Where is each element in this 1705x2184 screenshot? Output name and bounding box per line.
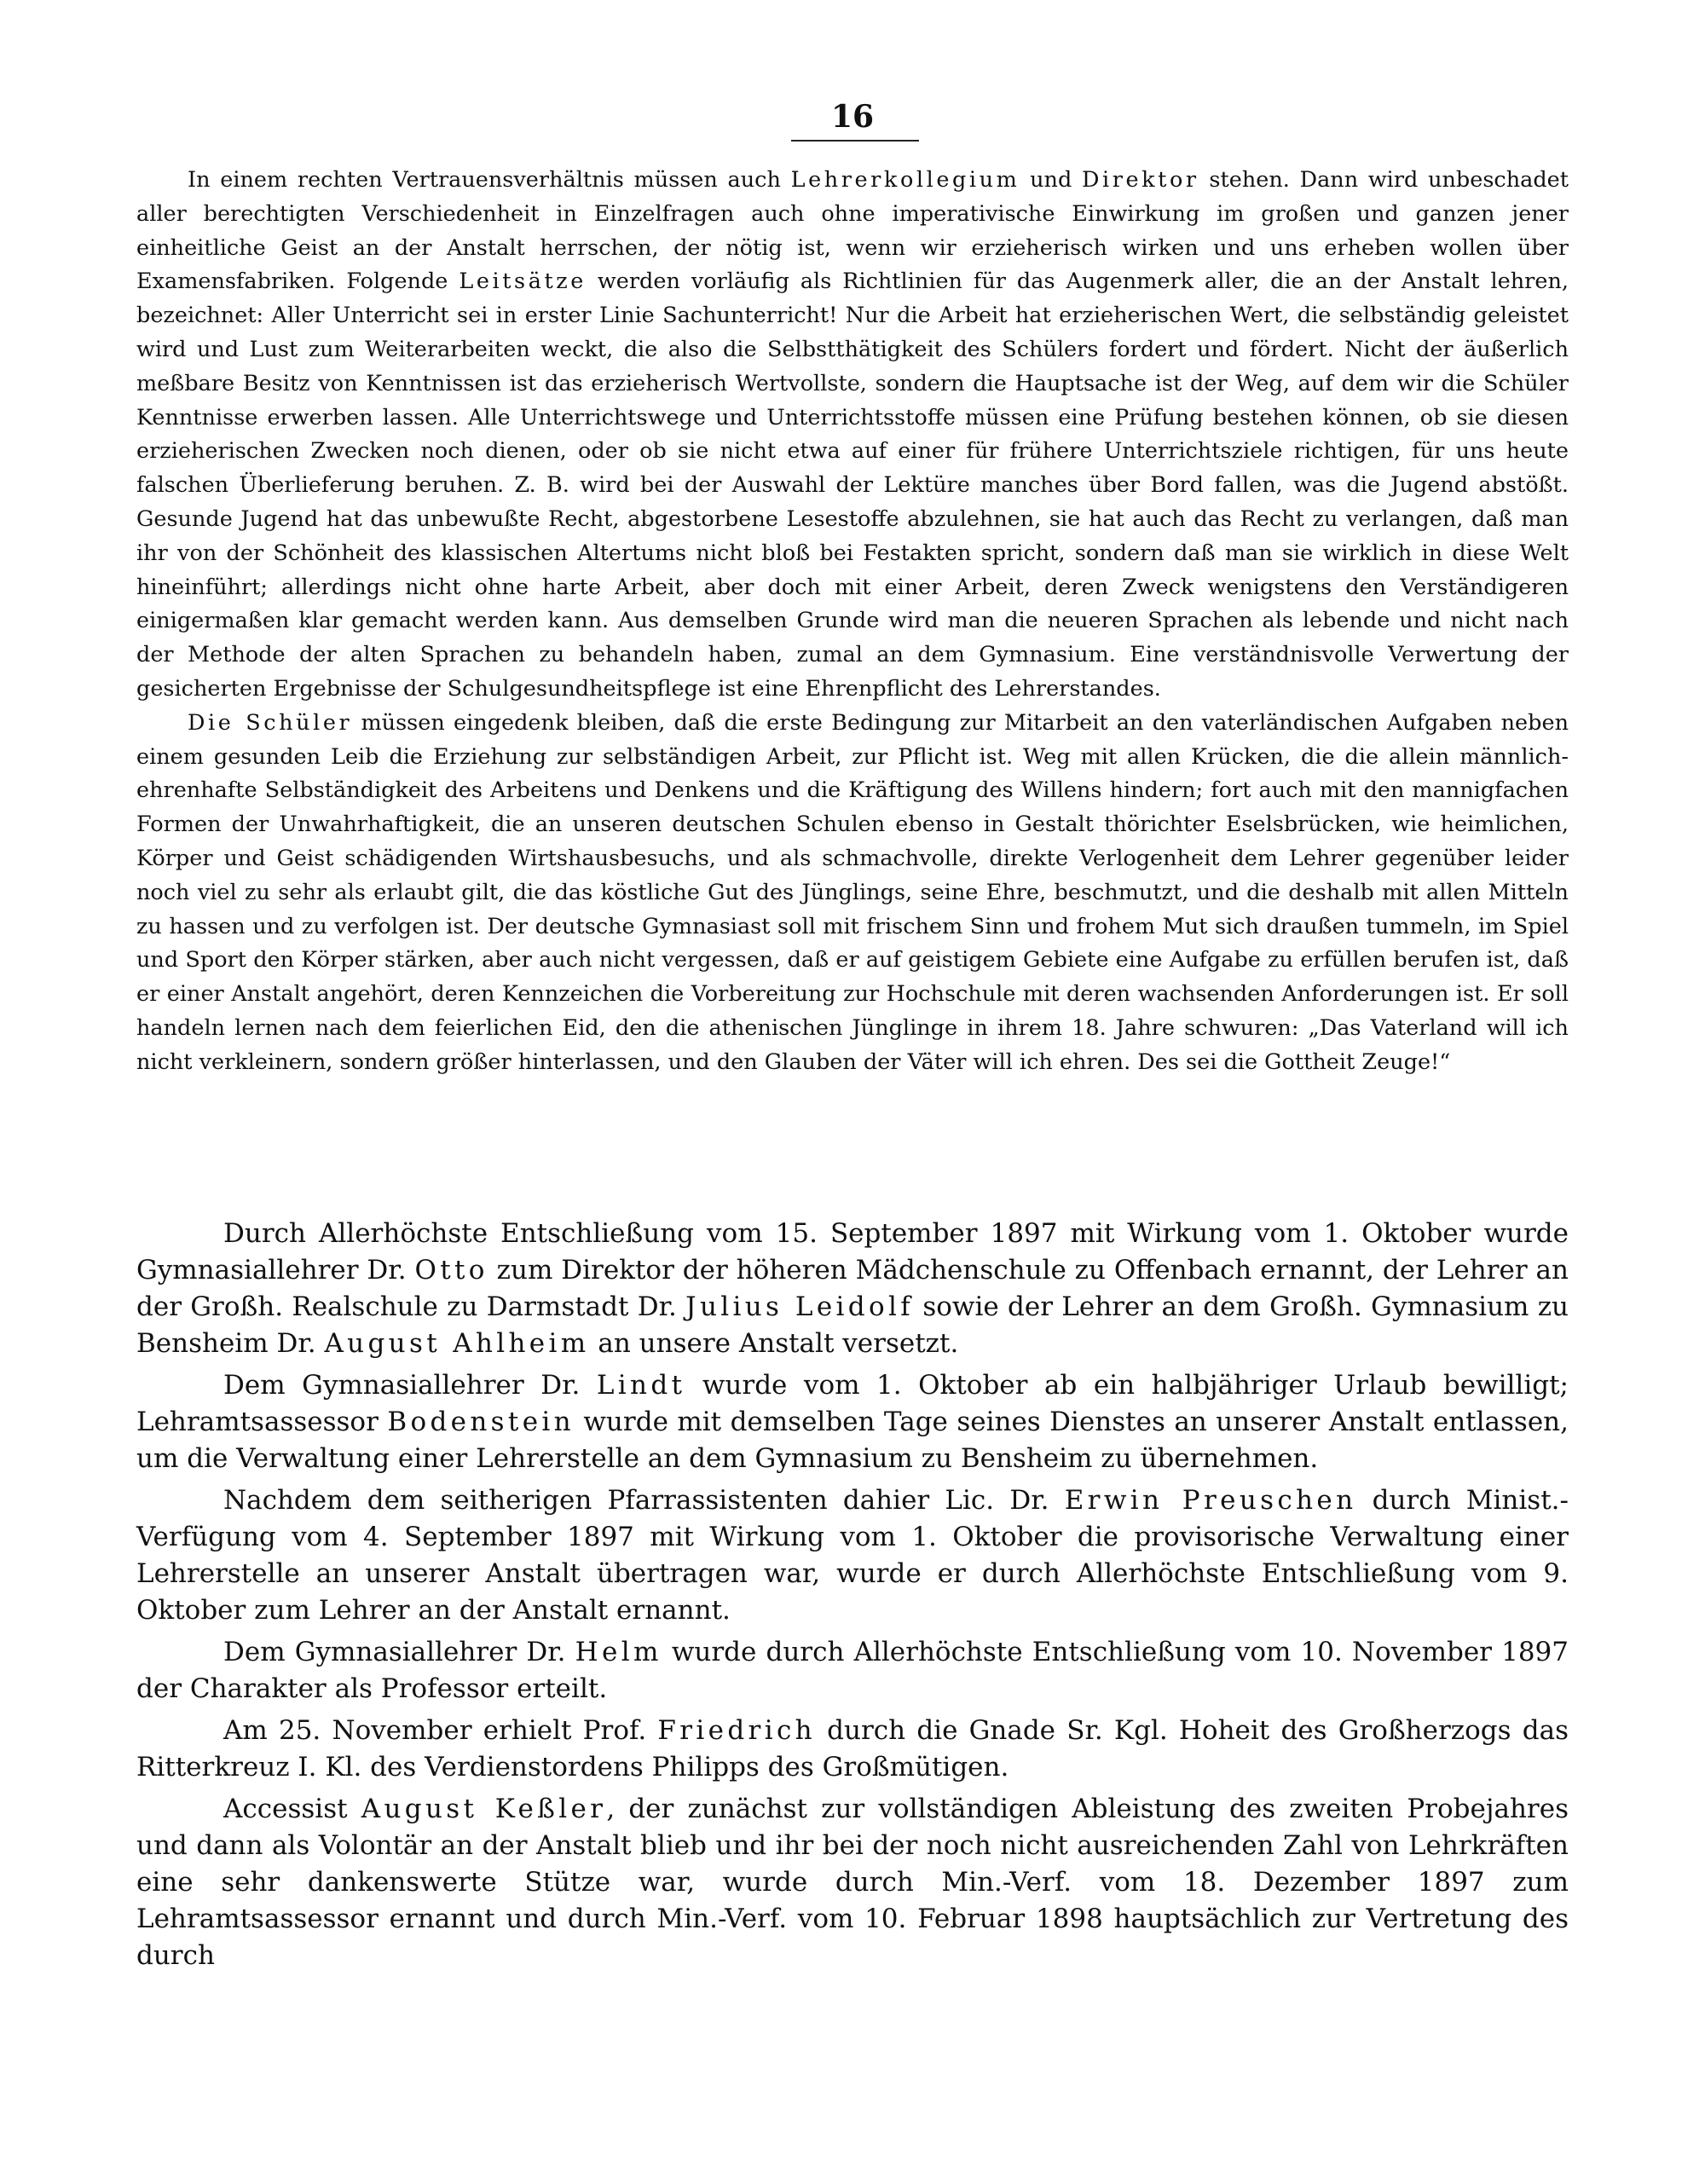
person-name: Otto	[414, 1255, 488, 1286]
emphasis-die-schueler: Die Schüler	[188, 709, 353, 736]
paragraph-helm: Dem Gymnasiallehrer Dr. Helm wurde durch Allerhöchste Entschließung vom 10. November 1897 der Charakter als Professor erteilt.	[136, 1637, 1569, 1704]
paragraph-teachers-director: In einem rechten Vertrauensverhältnis müssen auch Lehrerkollegium und Direktor stehen. Dann wird unbeschadet aller berechtigten Verschiedenheit in Einzelfragen auch ohne imperativische Einwirkung im großen und ganzen jener einheitliche Geist an der Anstalt herrschen, der nötig ist, wenn wir erzieherisch wirken und uns erheben wollen über Examensfabriken. Folgende Leitsätze werden vorläufig als Richtlinien für das Augenmerk aller, die an der Anstalt lehren, bezeichnet: Aller Unterricht sei in erster Linie Sachunterricht! Nur die Arbeit hat erzieherischen Wert, die selbständig geleistet wird und Lust zum Weiterarbeiten weckt, die also die Selbstthätigkeit des Schülers fordert und fördert. Nicht der äußerlich meßbare Besitz von Kenntnissen ist das erzieherisch Wertvollste, sondern die Hauptsache ist der Weg, auf dem wir die Schüler Kenntnisse erwerben lassen. Alle Unterrichtswege und Unterrichtsstoffe müssen eine Prüfung bestehen können, ob sie diesen erzieherischen Zwecken noch dienen, oder ob sie nicht etwa auf einer für frühere Unterrichtsziele richtigen, für uns heute falschen Überlieferung beruhen. Z. B. wird bei der Auswahl der Lektüre manches über Bord fallen, was die Jugend abstößt. Gesunde Jugend hat das unbewußte Recht, abgestorbene Lesestoffe abzulehnen, sie hat auch das Recht zu verlangen, daß man ihr von der Schönheit des klassischen Altertums nicht bloß bei Festakten spricht, sondern daß man sie wirklich in diese Welt hineinführt; allerdings nicht ohne harte Arbeit, aber doch mit einer Arbeit, deren Zweck wenigstens den Verständigeren einigermaßen klar gemacht werden kann. Aus demselben Grunde wird man die neueren Sprachen als lebende und nicht nach der Methode der alten Sprachen zu behandeln haben, zumal an dem Gymnasium. Eine verständnisvolle Verwertung der gesicherten Ergebnisse der Schulgesundheitspflege ist eine Ehrenpflicht des Lehrerstandes.	[136, 167, 1569, 702]
page-number-rule	[791, 140, 919, 142]
person-name: August Ahlheim	[324, 1328, 590, 1359]
person-name: August Keßler	[361, 1794, 607, 1824]
emphasis-leitsaetze: Leitsätze	[459, 269, 587, 295]
person-name: Bodenstein	[387, 1407, 575, 1437]
paragraph-kessler: Accessist August Keßler, der zunächst zur vollständigen Ableistung des zweiten Probejahres und dann als Volontär an der Anstalt blieb und ihr bei der noch nicht ausreichenden Zahl von Lehrkräften eine sehr dankenswerte Stütze war, wurde durch Min.-Verf. vom 18. Dezember 1897 zum Lehramtsassessor ernannt und durch Min.-Verf. vom 10. Februar 1898 hauptsächlich zur Vertretung des durch	[136, 1794, 1569, 1971]
paragraph-students: Die Schüler müssen eingedenk bleiben, daß die erste Bedingung zur Mitarbeit an den vaterländischen Aufgaben neben einem gesunden Leib die Erziehung zur selbständigen Arbeit, zur Pflicht ist. Weg mit allen Krücken, die die allein männlich-ehrenhafte Selbständigkeit des Arbeitens und Denkens und die Kräftigung des Willens hindern; fort auch mit den mannigfachen Formen der Unwahrhaftigkeit, die an unseren deutschen Schulen ebenso in Gestalt thörichter Eselsbrücken, wie heimlichen, Körper und Geist schädigenden Wirtshausbesuchs, und als schmachvolle, direkte Verlogenheit dem Lehrer gegenüber leider noch viel zu sehr als erlaubt gilt, die das köstliche Gut des Jünglings, seine Ehre, beschmutzt, und die deshalb mit allen Mitteln zu hassen und zu verfolgen ist. Der deutsche Gymnasiast soll mit frischem Sinn und frohem Mut sich draußen tummeln, im Spiel und Sport den Körper stärken, aber auch nicht vergessen, daß er auf geistigem Gebiete eine Aufgabe zu erfüllen berufen ist, daß er einer Anstalt angehört, deren Kennzeichen die Vorbereitung zur Hochschule mit deren wachsenden Anforderungen ist. Er soll handeln lernen nach dem feierlichen Eid, den die athenischen Jünglinge in ihrem 18. Jahre schwuren: „Das Vaterland will ich nicht verkleinern, sondern größer hinterlassen, und den Glauben der Väter will ich ehren. Des sei die Gottheit Zeuge!“	[136, 709, 1569, 1075]
person-name: Erwin Preuschen	[1064, 1485, 1357, 1516]
school-principles-section	[136, 164, 1569, 1080]
page-number: 16	[830, 99, 875, 135]
chronicle-section	[136, 1216, 1569, 1974]
paragraph-friedrich: Am 25. November erhielt Prof. Friedrich durch die Gnade Sr. Kgl. Hoheit des Großherzogs das Ritterkreuz I. Kl. des Verdienstordens Philipps des Großmütigen.	[136, 1715, 1569, 1782]
emphasis-lehrerkollegium: Lehrerkollegium	[790, 167, 1020, 193]
person-name: Friedrich	[657, 1715, 816, 1746]
emphasis-direktor: Direktor	[1082, 167, 1199, 193]
paragraph-appointments: Durch Allerhöchste Entschließung vom 15. September 1897 mit Wirkung vom 1. Oktober wurde Gymnasiallehrer Dr. Otto zum Direktor der höheren Mädchenschule zu Offenbach ernannt, der Lehrer an der Großh. Realschule zu Darmstadt Dr. Julius Leidolf sowie der Lehrer an dem Großh. Gymnasium zu Bensheim Dr. August Ahlheim an unsere Anstalt versetzt.	[136, 1218, 1569, 1359]
person-name: Helm	[575, 1637, 662, 1667]
person-name: Julius Leidolf	[685, 1291, 915, 1322]
paragraph-preuschen: Nachdem dem seitherigen Pfarrassistenten dahier Lic. Dr. Erwin Preuschen durch Minist.-Verfügung vom 4. September 1897 mit Wirkung vom 1. Oktober die provisorische Verwaltung einer Lehrerstelle an unserer Anstalt übertragen war, wurde er durch Allerhöchste Entschließung vom 9. Oktober zum Lehrer an der Anstalt ernannt.	[136, 1485, 1569, 1626]
paragraph-leave: Dem Gymnasiallehrer Dr. Lindt wurde vom 1. Oktober ab ein halbjähriger Urlaub bewilligt; Lehramtsassessor Bodenstein wurde mit demselben Tage seines Dienstes an unserer Anstalt entlassen, um die Verwaltung einer Lehrerstelle an dem Gymnasium zu Bensheim zu übernehmen.	[136, 1370, 1569, 1474]
person-name: Lindt	[596, 1370, 686, 1401]
